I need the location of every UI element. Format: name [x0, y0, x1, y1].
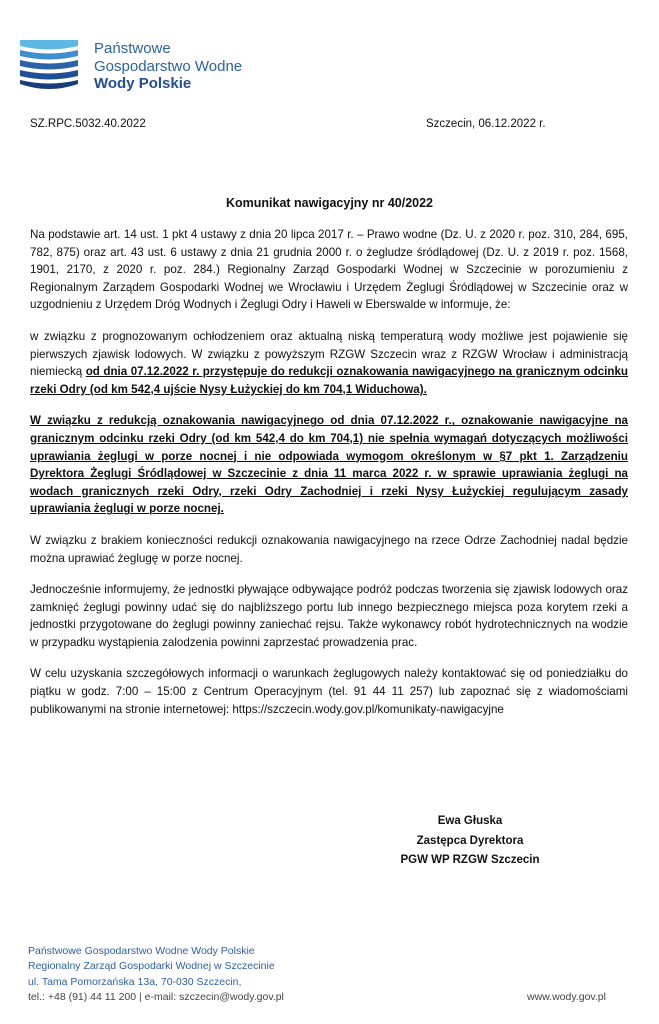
logo-line-1: Państwowe	[94, 40, 171, 57]
logo-text	[94, 40, 242, 93]
wody-polskie-logo-icon	[18, 38, 80, 94]
paragraph-vessels-info: Jednocześnie informujemy, że jednostki pływające odbywające podróż podczas tworzenia się zjawisk lodowych oraz zamknięć żeglugi powinny udać się do najbliższego portu lub innego bezpiecznego miejsca poza korytem rzeki a jednostki przygotowane do żeglugi powinny zaniechać rejsu. Także wykonawcy robót hydrotechnicznych na wodzie w przypadku wystąpienia zalodzenia powinni zaprzestać prowadzenia prac.	[30, 583, 628, 649]
footer-contact: tel.: +48 (91) 44 11 200 | e-mail: szczecin@wody.gov.pl	[28, 990, 284, 1003]
signature-unit: PGW WP RZGW Szczecin	[400, 854, 540, 866]
logo-line-2: Gospodarstwo Wodne	[94, 57, 243, 75]
place-date: Szczecin, 06.12.2022 r.	[426, 118, 546, 130]
footer-website: www.wody.gov.pl	[527, 991, 606, 1003]
paragraph-ice-reduction	[30, 328, 628, 398]
footer-line-1: Państwowe Gospodarstwo Wodne Wody Polskie	[28, 945, 255, 957]
footer-line-2: Regionalny Zarząd Gospodarki Wodnej w Szczecinie	[28, 960, 275, 973]
reference-number: SZ.RPC.5032.40.2022	[30, 118, 146, 130]
logo	[18, 38, 318, 100]
footer-line-3: ul. Tama Pomorzańska 13a, 70-030 Szczecin,	[28, 975, 242, 988]
paragraph-west-odra: W związku z brakiem konieczności redukcji oznakowania nawigacyjnego na rzece Odrze Zachodniej nadal będzie można uprawiać żeglugę w porze nocnej.	[30, 533, 628, 565]
paragraph-legal-basis: Na podstawie art. 14 ust. 1 pkt 4 ustawy z dnia 20 lipca 2017 r. – Prawo wodne (Dz. U. z 2020 r. poz. 310, 284, 695, 782, 875) oraz art. 43 ust. 6 ustawy z dnia 21 grudnia 2000 r. o żegludze śródlądowej (Dz. U. z 2019 r. poz. 1568, 1901, 2170, z 2020 r. poz. 284.) Regionalny Zarząd Gospodarki Wodnej w Szczecinie w porozumieniu z Regionalnym Zarządem Gospodarki Wodnej we Wrocławiu i Urzędem Żeglugi Śródlądowej w Szczecinie oraz w uzgodnieniu z Urzędem Dróg Wodnych i Żeglugi Odry i Haweli w Eberswalde w informuje, że:	[30, 228, 628, 312]
signature-block	[380, 812, 560, 871]
document-body	[30, 226, 628, 732]
paragraph-night-navigation: W związku z redukcją oznakowania nawigacyjnego od dnia 07.12.2022 r., oznakowanie nawigacyjne na granicznym odcinku rzeki Odry (od km 542,4 do km 704,1) nie spełnia wymagań dotyczących możliwości uprawiania żeglugi w porze nocnej i nie odpowiada wymogom określonym w §7 pkt 1. Zarządzeniu Dyrektora Żeglugi Śródlądowej w Szczecinie z dnia 11 marca 2022 r. w sprawie uprawiania żeglugi na wodach granicznych rzeki Odry, rzeki Odry Zachodniej i rzeki Nysy Łużyckiej regulującym zasady uprawiania żeglugi w porze nocnej.	[30, 414, 628, 516]
logo-line-3: Wody Polskie	[94, 75, 192, 92]
signature-name: Ewa Głuska	[437, 815, 503, 827]
paragraph-contact-info: W celu uzyskania szczegółowych informacji o warunkach żeglugowych należy kontaktować się od poniedziałku do piątku w godz. 7:00 – 15:00 z Centrum Operacyjnym (tel. 91 44 11 257) lub zapoznać się z wiadomościami publikowanymi na stronie internetowej: https://szczecin.wody.gov.pl/komunikaty-nawigacyjne	[30, 667, 628, 716]
paragraph-ice-reduction-emphasis: od dnia 07.12.2022 r. przystępuje do redukcji oznakowania nawigacyjnego na granicznym odcinku rzeki Odry (od km 542,4 ujście Nysy Łużyckiej do km 704,1 Widuchowa).	[30, 365, 628, 396]
footer-address	[28, 944, 284, 1005]
document-title: Komunikat nawigacyjny nr 40/2022	[225, 196, 434, 210]
signature-position: Zastępca Dyrektora	[416, 834, 524, 847]
paragraph-ice-reduction-text: w związku z prognozowanym ochłodzeniem oraz aktualną niską temperaturą wody możliwe jest pojawienie się pierwszych zjawisk lodowych. W związku z powyższym RZGW Szczecin wraz z RZGW Wrocław i administracją niemiecką	[30, 329, 628, 379]
